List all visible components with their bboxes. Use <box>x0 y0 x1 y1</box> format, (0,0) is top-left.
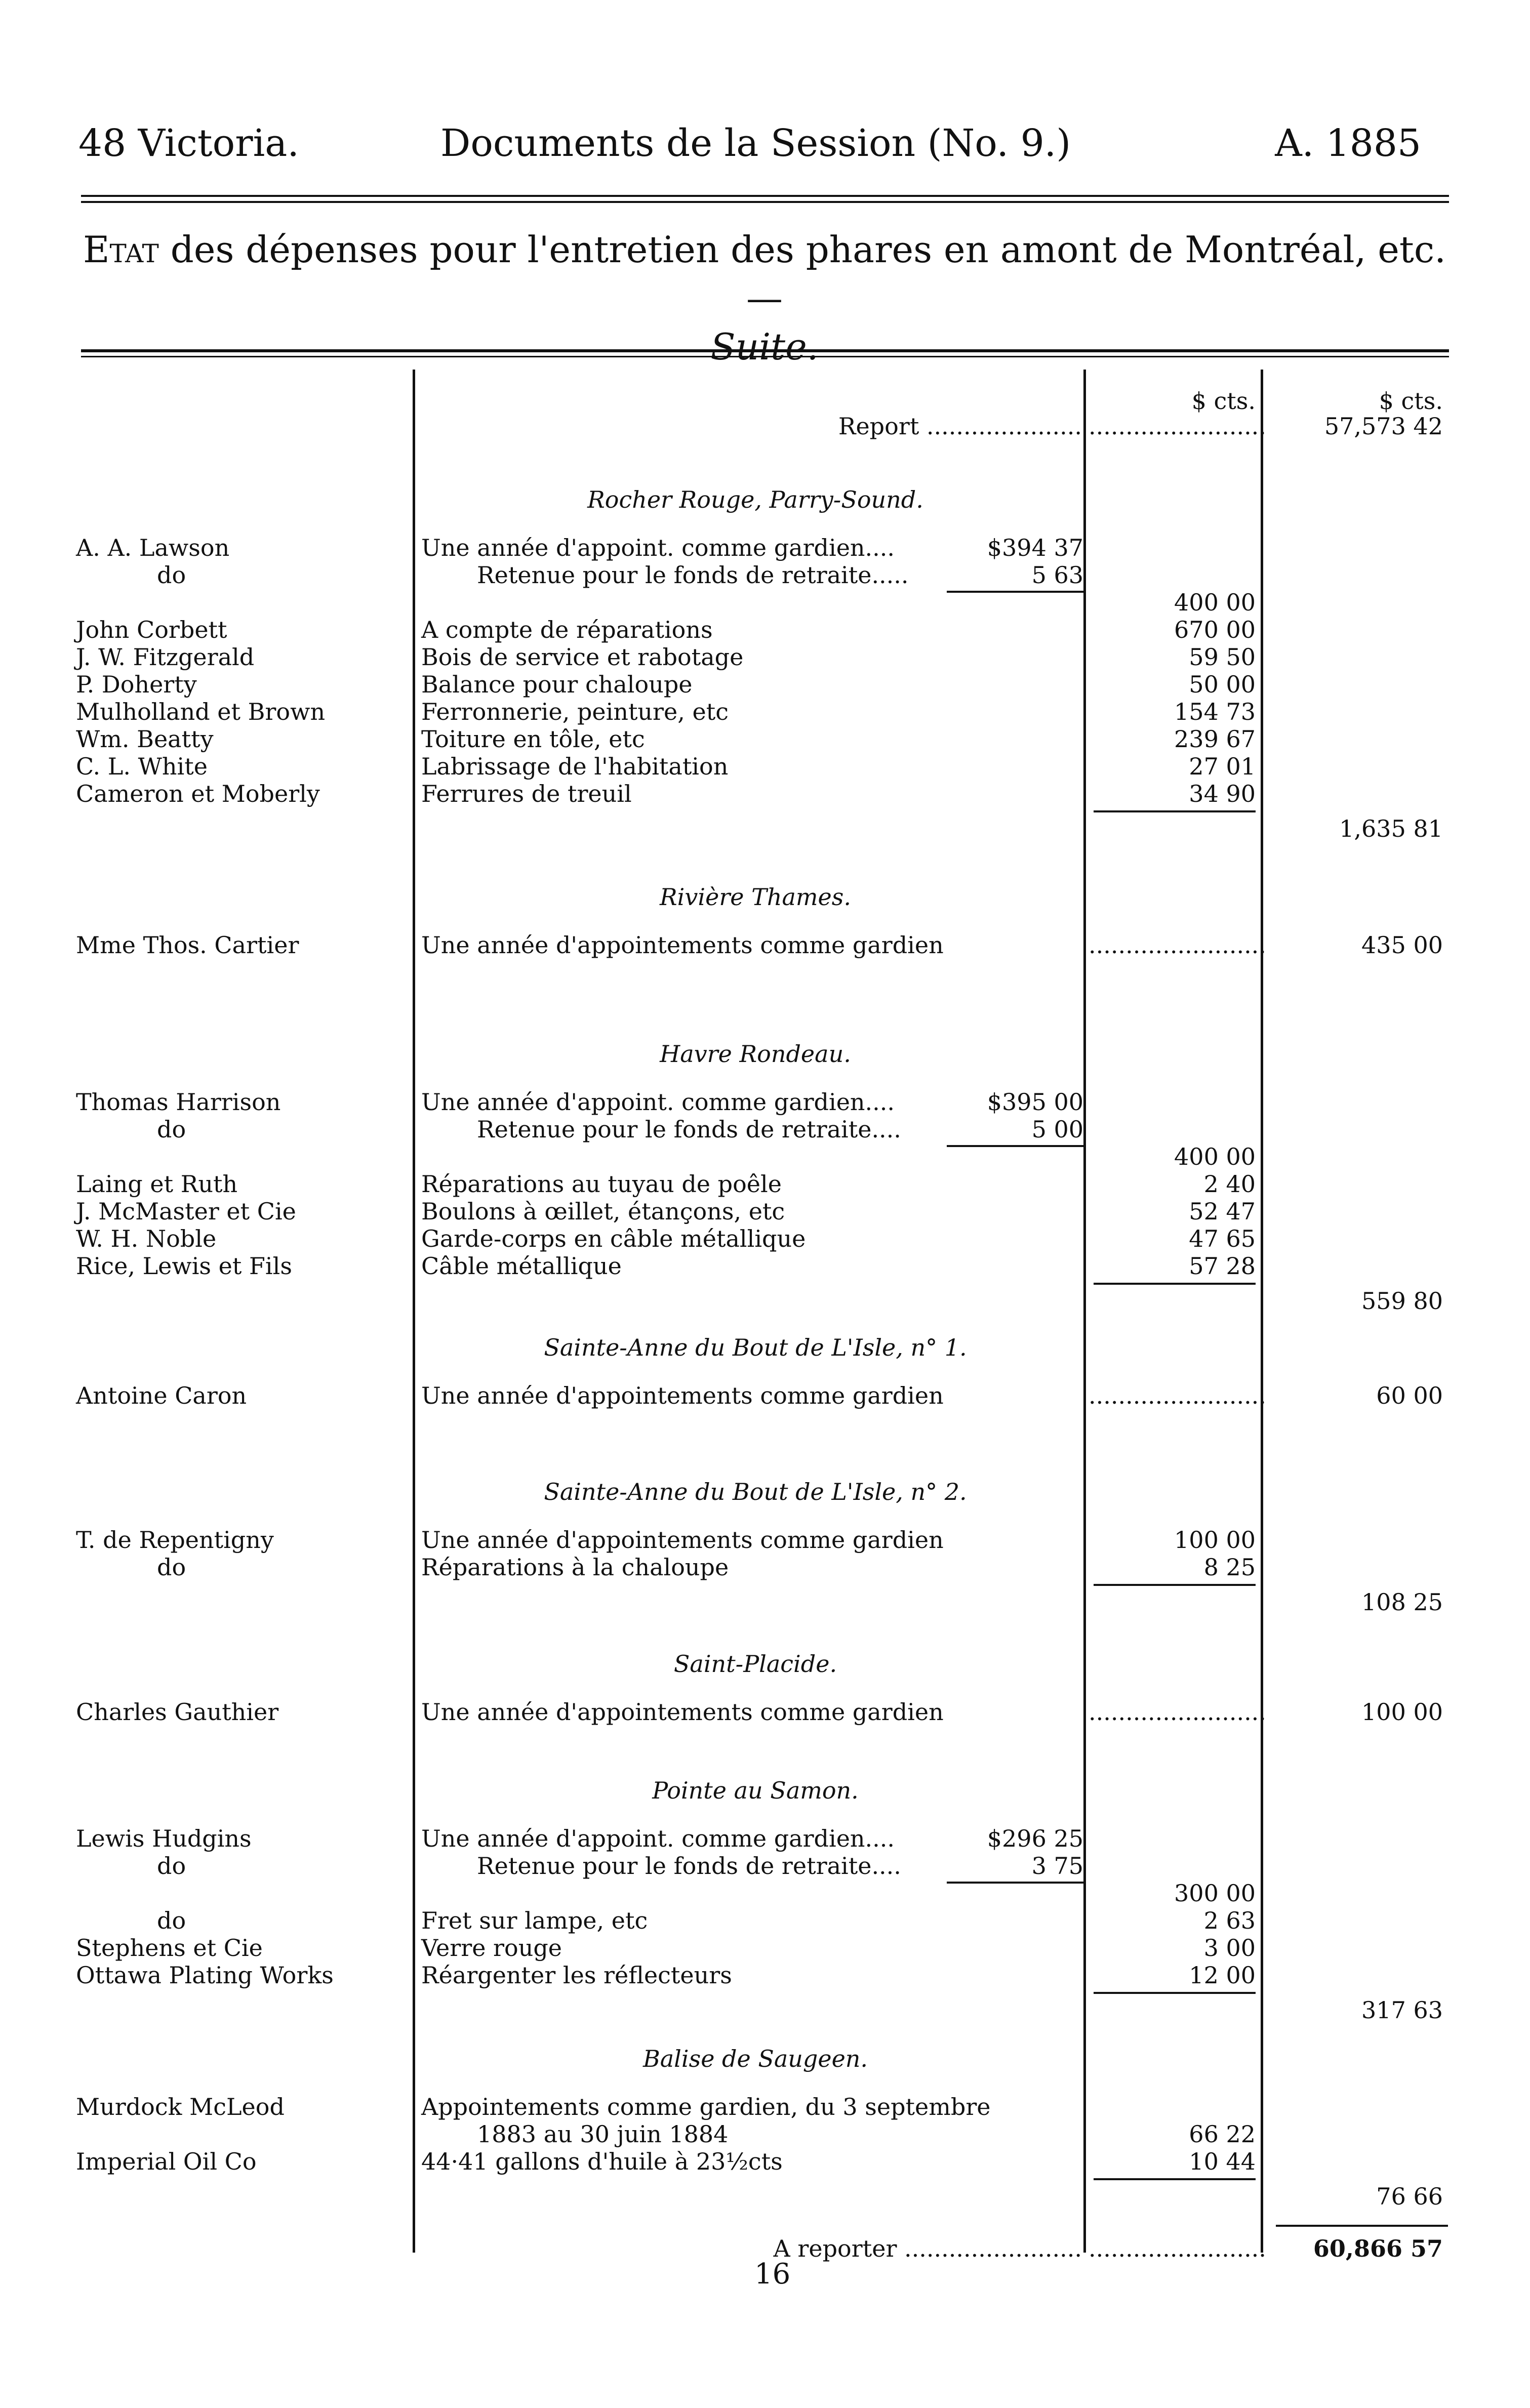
row-payee: Thomas Harrison <box>76 1088 281 1116</box>
row-description: Retenue pour le fonds de retraite..... <box>477 561 909 589</box>
row-payee: Ottawa Plating Works <box>76 1962 334 1989</box>
row-description: Une année d'appointements comme gardien <box>421 1526 944 1554</box>
row-amount: 400 00 <box>1174 1143 1256 1170</box>
row-amount: 57 28 <box>1189 1252 1256 1280</box>
row-dots: ........................ <box>1089 931 1266 959</box>
header-center: Documents de la Session (No. 9.) <box>440 121 1071 165</box>
row-payee: C. L. White <box>76 753 208 780</box>
currency-header-col2: $ cts. <box>1379 387 1443 415</box>
row-payee: A. A. Lawson <box>76 534 230 561</box>
row-payee: do <box>157 561 186 589</box>
row-description: Retenue pour le fonds de retraite.... <box>477 1116 901 1143</box>
row-description: Une année d'appointements comme gardien <box>421 931 944 959</box>
section-total: 435 00 <box>1361 931 1443 959</box>
row-description: Bois de service et rabotage <box>421 643 744 671</box>
row-description: Appointements comme gardien, du 3 septembre <box>421 2093 991 2120</box>
section-total: 1,635 81 <box>1339 815 1443 842</box>
row-description: Une année d'appoint. comme gardien.... <box>421 1825 895 1852</box>
subtotal-rule <box>947 591 1083 593</box>
row-amount: 154 73 <box>1174 698 1256 725</box>
section-title: Sainte-Anne du Bout de L'Isle, n° 2. <box>544 1478 967 1505</box>
row-description: Une année d'appoint. comme gardien.... <box>421 534 895 561</box>
row-description: Retenue pour le fonds de retraite.... <box>477 1852 901 1880</box>
row-payee: Imperial Oil Co <box>76 2148 257 2175</box>
row-description: Une année d'appointements comme gardien <box>421 1382 944 1409</box>
row-amount: 50 00 <box>1189 671 1256 698</box>
row-subamount: $296 25 <box>987 1825 1083 1852</box>
row-amount: 239 67 <box>1174 725 1256 753</box>
row-description: Une année d'appoint. comme gardien.... <box>421 1088 895 1116</box>
row-amount: 300 00 <box>1174 1880 1256 1907</box>
section-title: Havre Rondeau. <box>660 1040 851 1068</box>
row-description: Boulons à œillet, étançons, etc <box>421 1198 785 1225</box>
row-payee: W. H. Noble <box>76 1225 217 1252</box>
section-title: Pointe au Samon. <box>652 1777 859 1804</box>
row-description: Câble métallique <box>421 1252 622 1280</box>
row-description: Une année d'appointements comme gardien <box>421 1698 944 1726</box>
row-amount: 47 65 <box>1189 1225 1256 1252</box>
section-total: 559 80 <box>1361 1287 1443 1315</box>
row-description: Ferrures de treuil <box>421 780 632 807</box>
row-description: Garde-corps en câble métallique <box>421 1225 806 1252</box>
row-payee: P. Doherty <box>76 671 197 698</box>
carry-forward-rule <box>1276 2225 1448 2227</box>
row-description: Réargenter les réflecteurs <box>421 1962 732 1989</box>
row-payee: Cameron et Moberly <box>76 780 320 807</box>
row-description: Réparations à la chaloupe <box>421 1554 729 1581</box>
column-divider-3 <box>1261 370 1263 2253</box>
row-description: Ferronnerie, peinture, etc <box>421 698 729 725</box>
row-description: Réparations au tuyau de poêle <box>421 1170 782 1198</box>
row-subamount: 5 00 <box>1031 1116 1083 1143</box>
section-title: Rivière Thames. <box>660 883 851 911</box>
row-amount: 52 47 <box>1189 1198 1256 1225</box>
row-payee: do <box>157 1554 186 1581</box>
row-payee: do <box>157 1116 186 1143</box>
row-description: Toiture en tôle, etc <box>421 725 645 753</box>
row-description: 44·41 gallons d'huile à 23½cts <box>421 2148 783 2175</box>
title-subtitle: Suite. <box>710 325 819 368</box>
row-amount: 27 01 <box>1189 753 1256 780</box>
row-amount: 34 90 <box>1189 780 1256 807</box>
title-main: des dépenses pour l'entretien des phares en amont de Montréal, etc.— <box>158 228 1446 319</box>
row-amount: 2 40 <box>1203 1170 1256 1198</box>
row-subamount: 3 75 <box>1031 1852 1083 1880</box>
subtotal-rule <box>947 1145 1083 1147</box>
report-dots: ........................ <box>1089 413 1266 440</box>
row-amount: 100 00 <box>1174 1526 1256 1554</box>
section-total: 108 25 <box>1361 1588 1443 1616</box>
row-description: Labrissage de l'habitation <box>421 753 729 780</box>
header-rule-bottom <box>81 201 1449 203</box>
carry-forward-label-text: A reporter <box>773 2235 897 2262</box>
header-left: 48 Victoria. <box>78 121 299 165</box>
row-amount: 8 25 <box>1203 1554 1256 1581</box>
row-payee: J. McMaster et Cie <box>76 1198 296 1225</box>
section-title: Sainte-Anne du Bout de L'Isle, n° 1. <box>544 1334 967 1361</box>
row-description: Fret sur lampe, etc <box>421 1907 648 1934</box>
row-payee: Stephens et Cie <box>76 1934 263 1962</box>
row-subamount: $394 37 <box>987 534 1083 561</box>
section-total: 60 00 <box>1376 1382 1443 1409</box>
table-rule-top-thin <box>81 356 1449 357</box>
row-payee: Antoine Caron <box>76 1382 247 1409</box>
row-amount: 3 00 <box>1203 1934 1256 1962</box>
table-rule-top <box>81 349 1449 352</box>
row-amount: 10 44 <box>1189 2148 1256 2175</box>
row-payee: Mulholland et Brown <box>76 698 326 725</box>
column-divider-1 <box>413 370 415 2253</box>
row-description: Verre rouge <box>421 1934 562 1962</box>
row-payee: Murdock McLeod <box>76 2093 285 2120</box>
row-payee: John Corbett <box>76 616 227 643</box>
row-payee: Mme Thos. Cartier <box>76 931 299 959</box>
section-total: 76 66 <box>1376 2183 1443 2210</box>
section-subtotal-rule <box>1094 1283 1256 1285</box>
row-payee: do <box>157 1907 186 1934</box>
row-description: 1883 au 30 juin 1884 <box>477 2120 729 2148</box>
section-subtotal-rule <box>1094 1584 1256 1586</box>
row-amount: 12 00 <box>1189 1962 1256 1989</box>
row-subamount: $395 00 <box>987 1088 1083 1116</box>
section-title: Balise de Saugeen. <box>642 2045 868 2072</box>
section-subtotal-rule <box>1094 810 1256 812</box>
section-subtotal-rule <box>1094 1992 1256 1994</box>
row-payee: Wm. Beatty <box>76 725 214 753</box>
row-description: Balance pour chaloupe <box>421 671 693 698</box>
carry-forward-label: A reporter ........................ <box>773 2235 1082 2262</box>
row-payee: J. W. Fitzgerald <box>76 643 255 671</box>
row-dots: ........................ <box>1089 1382 1266 1409</box>
row-description: A compte de réparations <box>421 616 713 643</box>
row-subamount: 5 63 <box>1031 561 1083 589</box>
row-payee: Charles Gauthier <box>76 1698 279 1726</box>
row-payee: Laing et Ruth <box>76 1170 238 1198</box>
report-label-text: Report <box>838 413 919 440</box>
carry-forward-amount: 60,866 57 <box>1313 2235 1443 2262</box>
title-etat: Etat <box>83 228 159 271</box>
row-amount: 66 22 <box>1189 2120 1256 2148</box>
row-payee: do <box>157 1852 186 1880</box>
currency-header-col1: $ cts. <box>1191 387 1256 415</box>
row-amount: 400 00 <box>1174 589 1256 616</box>
carry-forward-dots: ........................ <box>1089 2235 1266 2262</box>
page-number: 16 <box>754 2258 791 2291</box>
section-title: Saint-Placide. <box>673 1650 837 1678</box>
header-right: A. 1885 <box>1275 121 1421 165</box>
row-dots: ........................ <box>1089 1698 1266 1726</box>
column-divider-2 <box>1083 370 1086 2253</box>
subtotal-rule <box>947 1882 1083 1884</box>
row-payee: Lewis Hudgins <box>76 1825 252 1852</box>
report-label: Report ..................... <box>838 413 1082 440</box>
section-total: 100 00 <box>1361 1698 1443 1726</box>
section-title: Rocher Rouge, Parry-Sound. <box>587 486 923 513</box>
row-amount: 2 63 <box>1203 1907 1256 1934</box>
row-payee: T. de Repentigny <box>76 1526 274 1554</box>
row-amount: 670 00 <box>1174 616 1256 643</box>
report-amount: 57,573 42 <box>1324 413 1443 440</box>
section-subtotal-rule <box>1094 2178 1256 2180</box>
header-rule-top <box>81 195 1449 197</box>
section-total: 317 63 <box>1361 1996 1443 2024</box>
row-payee: Rice, Lewis et Fils <box>76 1252 292 1280</box>
row-amount: 59 50 <box>1189 643 1256 671</box>
